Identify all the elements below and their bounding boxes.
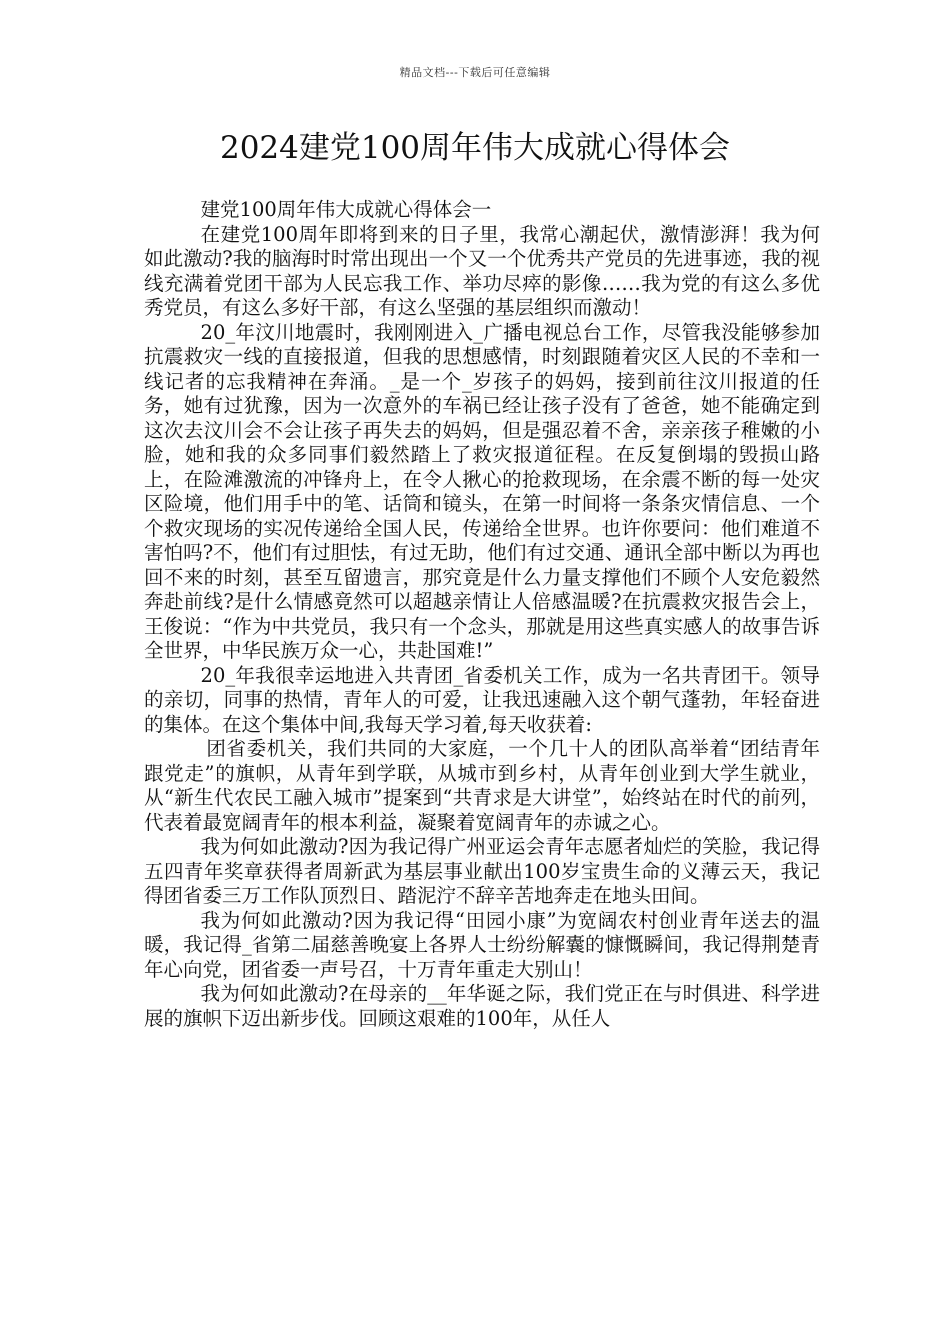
section-subheading: 建党100周年伟大成就心得体会一 [200,198,492,221]
paragraph-1: 在建党100周年即将到来的日子里，我常心潮起伏，激情澎湃！我为何如此激动?我的脑海时时常出现出一个又一个优秀共产党员的先进事迹，我的视线充满着党团干部为人民忘我工作、举功尽瘁的影像……我为党的有这么多优秀党员，有这么多好干部，有这么坚强的基层组织而激动！ [144,222,820,319]
document-title: 2024建党100周年伟大成就心得体会 [219,130,731,166]
header-watermark: 精品文档---下载后可任意编辑 [399,66,551,79]
paragraph-4: 团省委机关，我们共同的大家庭，一个几十人的团队高举着“团结青年跟党走”的旗帜，从青年到学联，从城市到乡村，从青年创业到大学生就业，从“新生代农民工融入城市”提案到“共青求是大讲堂”，始终站在时代的前列，代表着最宽阔青年的根本利益，凝聚着宽阔青年的赤诚之心。 [144,737,820,834]
paragraph-3: 20_年我很幸运地进入共青团_省委机关工作，成为一名共青团干。领导的亲切，同事的热情，青年人的可爱，让我迅速融入这个朝气蓬勃，年轻奋进的集体。在这个集体中间,我每天学习着,每天收获着: [144,663,820,736]
paragraph-7: 我为何如此激动?在母亲的__年华诞之际，我们党正在与时俱进、科学进展的旗帜下迈出新步伐。回顾这艰难的100年，从任人 [144,982,820,1030]
paragraph-5: 我为何如此激动?因为我记得广州亚运会青年志愿者灿烂的笑脸，我记得五四青年奖章获得者周新武为基层事业献出100岁宝贵生命的义薄云天，我记得团省委三万工作队顶烈日、踏泥泞不辞辛苦地奔走在地头田间。 [144,835,820,907]
paragraph-6: 我为何如此激动?因为我记得“田园小康”为宽阔农村创业青年送去的温暖，我记得_省第二届慈善晚宴上各界人士纷纷解囊的慷慨瞬间，我记得荆楚青年心向党，团省委一声号召，十万青年重走大别山！ [144,908,820,981]
paragraph-2: 20_年汶川地震时，我刚刚进入_广播电视总台工作，尽管我没能够参加抗震救灾一线的直接报道，但我的思想感情，时刻跟随着灾区人民的不幸和一线记者的忘我精神在奔涌。_是一个_岁孩子的妈妈，接到前往汶川报道的任务，她有过犹豫，因为一次意外的车祸已经让孩子没有了爸爸，她不能确定到这次去汶川会不会让孩子再失去的妈妈，但是强忍着不舍，亲亲孩子稚嫩的小脸，她和我的众多同事们毅然踏上了救灾报道征程。在反复倒塌的毁损山路上，在险滩激流的冲锋舟上，在令人揪心的抢救现场，在余震不断的每一处灾区险境，他们用手中的笔、话筒和镜头，在第一时间将一条条灾情信息、一个个救灾现场的实况传递给全国人民，传递给全世界。也许你要问：他们难道不害怕吗?不，他们有过胆怯，有过无助，他们有过交通、通讯全部中断以为再也回不来的时刻，甚至互留遗言，那究竟是什么力量支撑他们不顾个人安危毅然奔赴前线?是什么情感竟然可以超越亲情让人倍感温暖?在抗震救灾报告会上，王俊说：“作为中共党员，我只有一个念头，那就是用这些真实感人的故事告诉全世界，中华民族万众一心，共赴国难!” [144,320,820,662]
document-body [144,198,820,1031]
